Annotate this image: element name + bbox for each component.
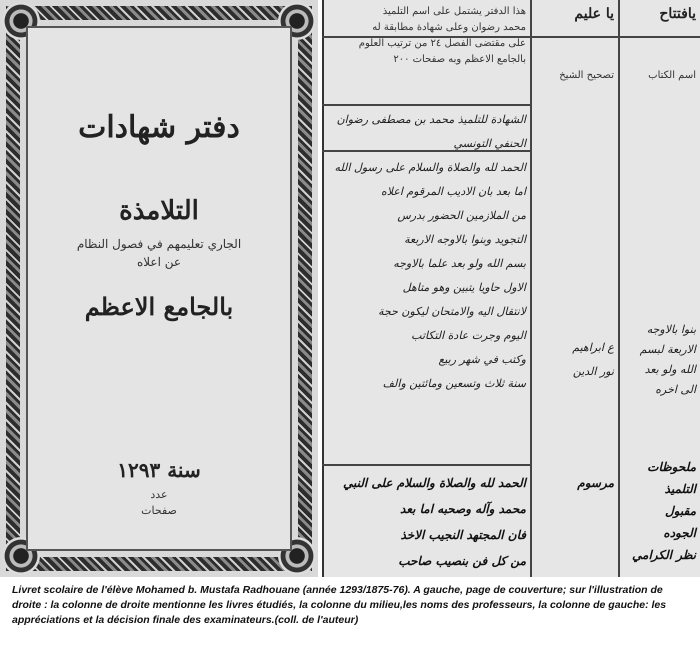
appreciation-text-block	[328, 156, 526, 396]
appreciation-line: اليوم وجرت عادة التكاتب	[411, 329, 526, 342]
book-notes	[620, 320, 696, 400]
appreciation-line: الحمد لله والصلاة والسلام على رسول الله	[334, 161, 526, 174]
appreciation-line: بسم الله ولو بعد علما بالاوجه	[393, 257, 526, 270]
column-heading-books: يافتتاح	[659, 6, 696, 22]
register-header-block	[328, 4, 526, 68]
appreciation-line: التجويد وبنوا بالاوجه الاربعة	[404, 233, 526, 246]
appreciation-line: اما بعد بان الاديب المرقوم اعلاه	[380, 185, 526, 198]
book-note-line: الى اخره	[655, 383, 696, 396]
student-line: الحنفي التونسي	[453, 137, 526, 150]
cover-line: الجاري تعليمهم في فصول النظام	[76, 237, 242, 251]
column-subheading-books: اسم الكتاب	[648, 70, 696, 81]
book-note-line: بنوا بالاوجه	[646, 323, 696, 336]
appreciation-line: وكتب في شهر ربيع	[438, 353, 526, 366]
remark-line: نظر الكرامي	[632, 548, 696, 562]
header-line: على مقتضى الفصل ٢٤ من ترتيب العلوم	[358, 38, 526, 49]
final-line: محمد وآله وصحبه اما بعد	[400, 502, 526, 516]
final-remarks	[620, 456, 696, 566]
cover-subtitle: التلامذة	[119, 196, 199, 226]
teacher-note-line: نور الدين	[572, 365, 614, 378]
cover-line: عن اعلاه	[136, 255, 182, 269]
cover-small-text: صفحات	[141, 504, 177, 517]
final-line: من كل فن بنصيب صاحب	[398, 554, 526, 568]
header-line: هذا الدفتر يشتمل على اسم التلميذ	[382, 6, 526, 17]
header-line: محمد رضوان وعلى شهادة مطابقة له	[372, 22, 526, 33]
appreciation-line: الاول حاويا يتبين وهو متاهل	[402, 281, 526, 294]
remark-line: ملحوظات	[647, 460, 696, 474]
column-subheading-teachers: تصحيح الشيخ	[559, 70, 614, 81]
divider-line	[322, 104, 530, 106]
final-line: الحمد لله والصلاة والسلام على النبي	[342, 476, 526, 490]
register-page-image	[322, 0, 700, 577]
final-teacher-mark: مرسوم	[577, 476, 614, 490]
cover-page-image	[0, 0, 318, 577]
teacher-notes	[534, 336, 614, 384]
appreciation-line: سنة ثلاث وتسعين ومائتين والف	[382, 377, 526, 390]
final-decision-block	[328, 470, 526, 574]
book-note-line: الله ولو بعد	[644, 363, 696, 376]
remark-line: مقبول	[664, 504, 696, 518]
figure-caption: Livret scolaire de l'élève Mohamed b. Mustafa Radhouane (année 1293/1875-76). A gauche, page de couverture; sur l'illustration de droite : la colonne de droite mentionne les livres étudiés, la colonne du milieu,les noms des professeurs, la colonne de gauche: les appréciations et la décision finale des examinateurs.(coll. de l'auteur)	[12, 584, 667, 626]
remark-line: الجوده	[663, 526, 696, 540]
cover-mosque-name: بالجامع الاعظم	[84, 292, 234, 321]
teacher-note-line: ع ابراهيم	[572, 341, 614, 354]
cover-small-text: عدد	[150, 488, 168, 501]
divider-line	[322, 464, 530, 466]
cover-title: دفتر شهادات	[78, 110, 240, 145]
appreciation-line: لانتقال اليه والامتحان ليكون حجة	[378, 305, 526, 318]
cover-year: سنة ١٢٩٣	[117, 458, 201, 482]
header-line: بالجامع الاعظم وبه صفحات ٢٠٠	[393, 54, 526, 65]
remark-line: التلميذ	[664, 482, 696, 496]
student-line: الشهادة للتلميذ محمد بن مصطفى رضوان	[336, 113, 526, 126]
column-heading-teachers: يا عليم	[574, 6, 614, 22]
student-name-block	[328, 108, 526, 156]
final-line: فان المجتهد النجيب الاخذ	[400, 528, 526, 542]
appreciation-line: من الملازمين الحضور بدرس	[397, 209, 526, 222]
book-note-line: الاربعة لبسم	[639, 343, 696, 356]
